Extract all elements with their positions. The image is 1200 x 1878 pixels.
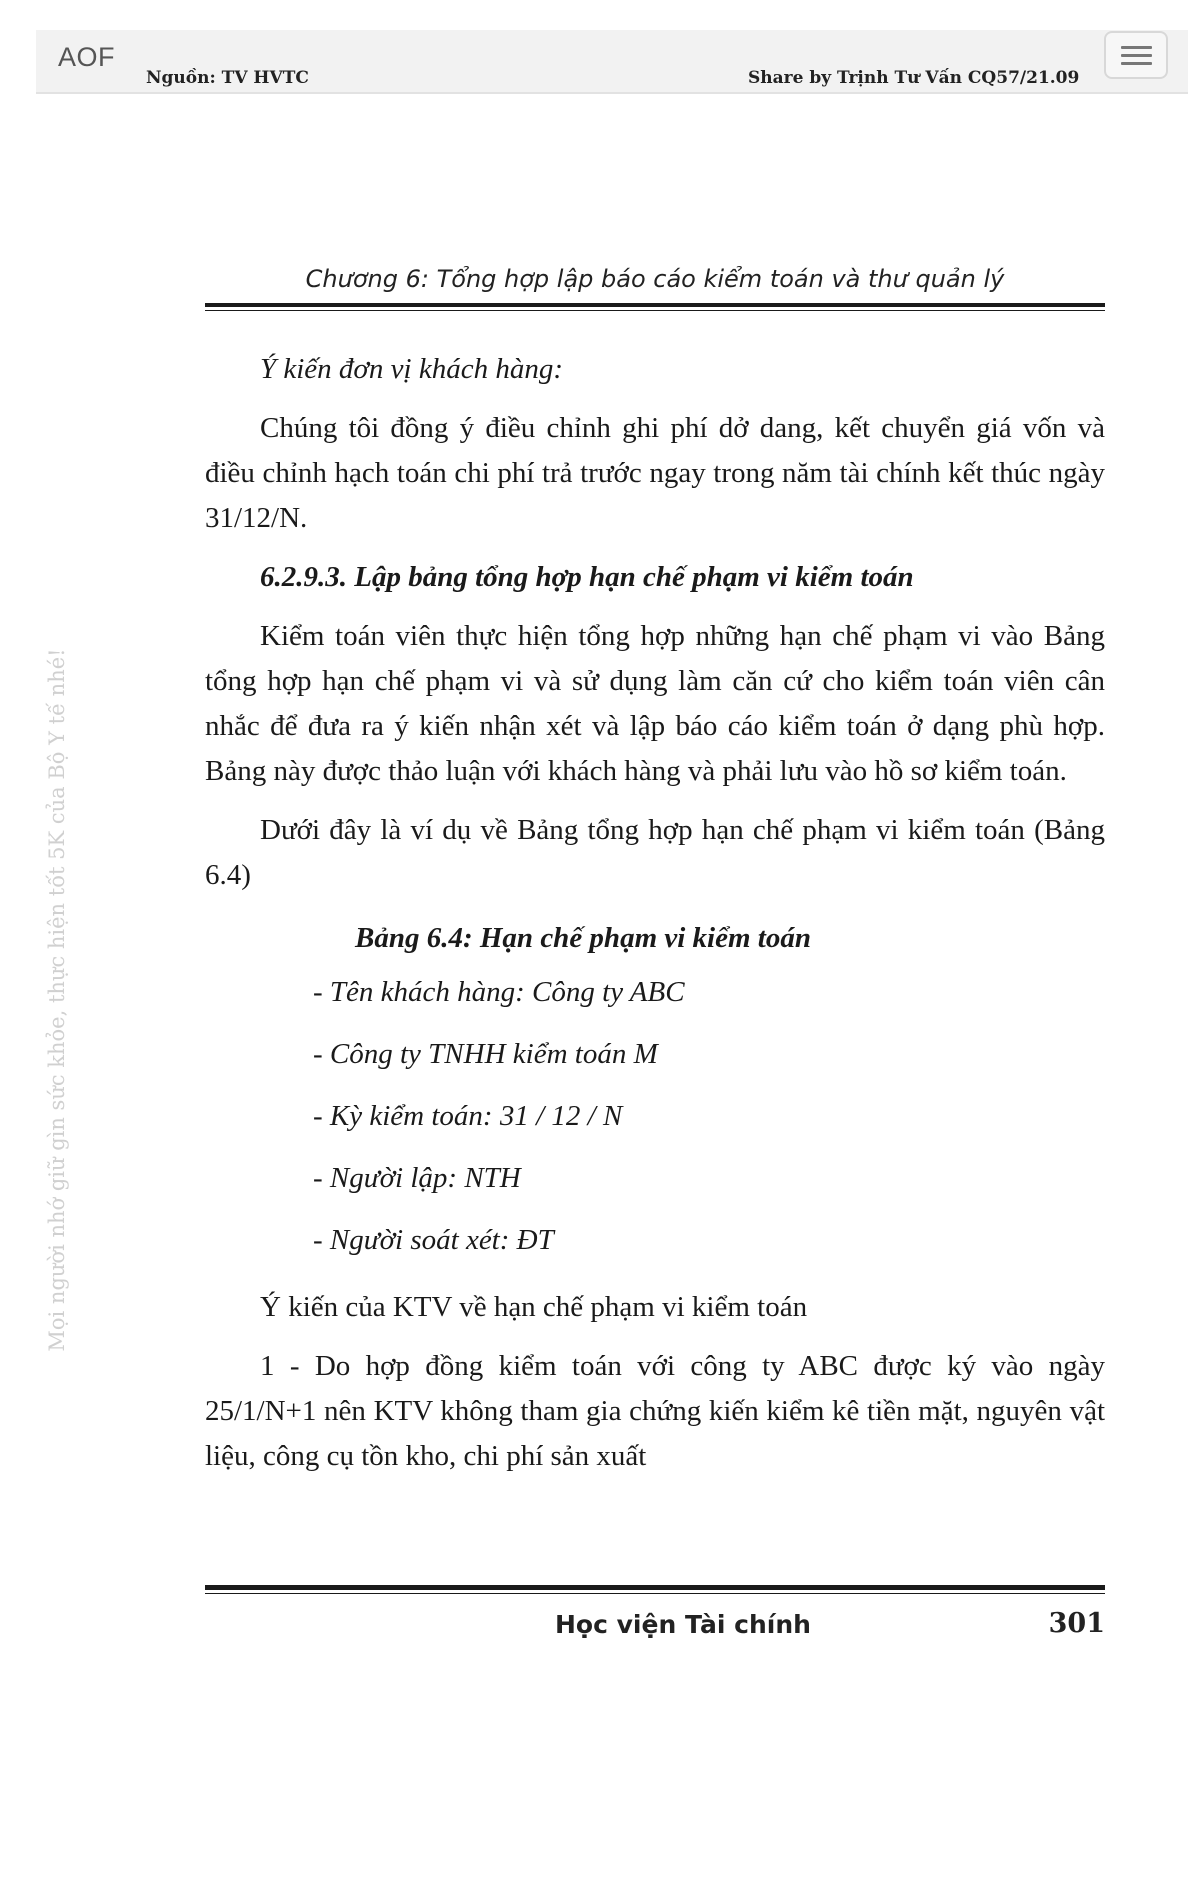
auditor-opinion-heading: Ý kiến của KTV về hạn chế phạm vi kiểm toán — [260, 1291, 808, 1323]
header-rule — [205, 303, 1105, 311]
page-number: 301 — [1048, 1608, 1105, 1639]
client-opinion-text: Chúng tôi đồng ý điều chỉnh ghi phí dở dang, kết chuyển giá vốn và điều chỉnh hạch toán chi phí trả trước ngay trong năm tài chính kết thúc ngày 31/12/N. — [205, 412, 1105, 534]
table-meta-reviewer: - Người soát xét: ĐT — [313, 1224, 554, 1256]
footer-institution: Học viện Tài chính — [555, 1610, 811, 1639]
app-title: AOF — [58, 42, 116, 72]
table-meta-period: - Kỳ kiểm toán: 31 / 12 / N — [313, 1100, 623, 1132]
section-heading: 6.2.9.3. Lập bảng tổng hợp hạn chế phạm vi kiểm toán — [260, 561, 914, 593]
section-paragraph-1: Kiểm toán viên thực hiện tổng hợp những hạn chế phạm vi vào Bảng tổng hợp hạn chế phạm vi và sử dụng làm căn cứ cho kiểm toán viên cân nhắc để đưa ra ý kiến nhận xét và lập báo cáo kiểm toán ở dạng phù hợp. Bảng này được thảo luận với khách hàng và phải lưu vào hồ sơ kiểm toán. — [205, 620, 1105, 787]
document-page — [205, 265, 1105, 1479]
page-footer — [205, 1585, 1105, 1644]
table-meta-preparer: - Người lập: NTH — [313, 1162, 521, 1194]
table-meta-audit-firm: - Công ty TNHH kiểm toán M — [313, 1038, 658, 1070]
client-opinion-heading: Ý kiến đơn vị khách hàng: — [260, 353, 563, 385]
auditor-opinion-item-1: 1 - Do hợp đồng kiểm toán với công ty ABC được ký vào ngày 25/1/N+1 nên KTV không tham gia chứng kiến kiểm kê tiền mặt, nguyên vật liệu, công cụ tồn kho, chi phí sản xuất — [205, 1350, 1105, 1472]
section-paragraph-2: Dưới đây là ví dụ về Bảng tổng hợp hạn chế phạm vi kiểm toán (Bảng 6.4) — [205, 814, 1105, 891]
menu-button[interactable] — [1104, 31, 1168, 79]
top-app-bar — [36, 30, 1188, 94]
chapter-header: Chương 6: Tổng hợp lập báo cáo kiểm toán và thư quản lý — [305, 265, 1005, 293]
side-watermark: Mọi người nhớ giữ gìn sức khỏe, thực hiện tốt 5K của Bộ Y tế nhé! — [45, 648, 69, 1352]
footer-rule — [205, 1585, 1105, 1594]
table-meta-list — [205, 961, 1105, 1271]
table-meta-client: - Tên khách hàng: Công ty ABC — [313, 976, 685, 1008]
source-credit-left: Nguồn: TV HVTC — [146, 68, 309, 88]
table-title: Bảng 6.4: Hạn chế phạm vi kiểm toán — [355, 922, 811, 954]
hamburger-menu-icon — [1121, 46, 1152, 64]
source-credit-right: Share by Trịnh Tư Vấn CQ57/21.09 — [748, 68, 1080, 88]
